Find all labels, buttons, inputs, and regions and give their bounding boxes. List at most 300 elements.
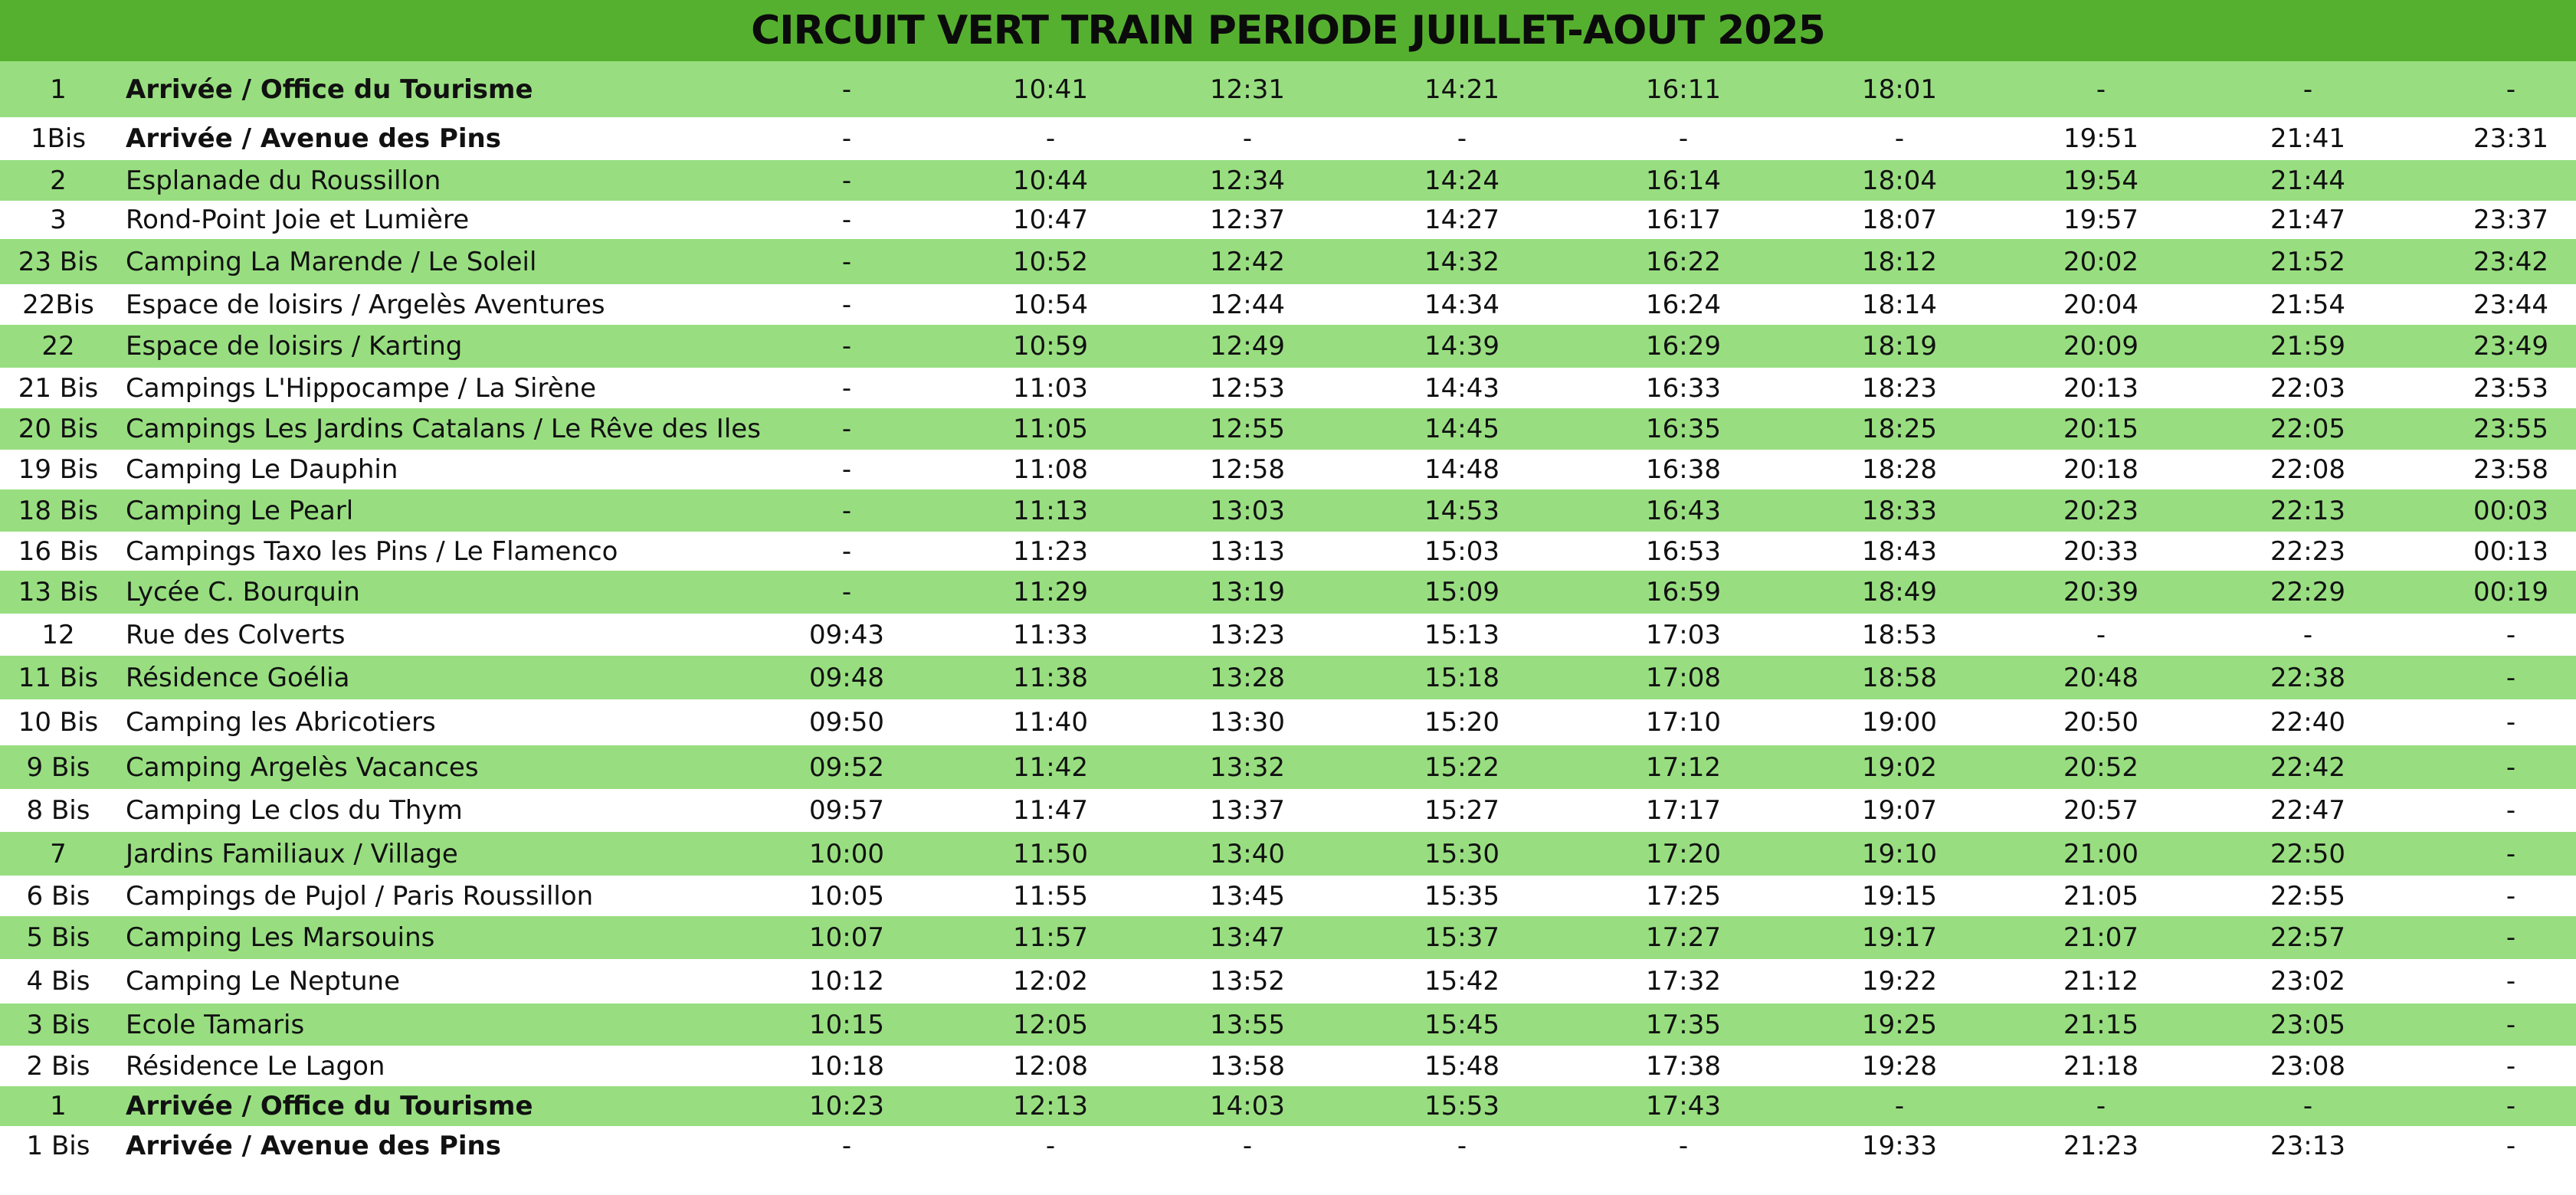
departure-time: 10:52 — [1013, 246, 1088, 277]
stop-name: Esplanade du Roussillon — [126, 165, 441, 196]
departure-time: - — [841, 414, 852, 444]
stop-name: Campings L'Hippocampe / La Sirène — [126, 372, 597, 404]
departure-time: 20:33 — [2063, 535, 2138, 567]
departure-time: 10:12 — [809, 966, 884, 997]
departure-time: 12:31 — [1210, 74, 1285, 105]
departure-time: 23:58 — [2473, 454, 2548, 485]
stop-number: 2 Bis — [26, 1050, 90, 1082]
table-row — [0, 117, 2576, 160]
departure-time: - — [1894, 1091, 1905, 1121]
departure-time: 21:18 — [2063, 1050, 2138, 1082]
departure-time: 13:13 — [1210, 535, 1285, 567]
departure-time: 18:53 — [1862, 619, 1937, 650]
departure-time: - — [1678, 1131, 1689, 1161]
departure-time: 23:37 — [2473, 205, 2548, 235]
page-title: CIRCUIT VERT TRAIN PERIODE JUILLET-AOUT 2025 — [751, 8, 1825, 54]
departure-time: 15:27 — [1424, 795, 1499, 826]
stop-number: 1Bis — [30, 123, 87, 154]
departure-time: 16:24 — [1646, 289, 1721, 320]
table-row — [0, 201, 2576, 239]
departure-time: 16:43 — [1646, 495, 1721, 526]
departure-time: 22:40 — [2270, 707, 2345, 738]
departure-time: 20:09 — [2063, 331, 2138, 362]
stop-number: 4 Bis — [26, 966, 90, 997]
departure-time: - — [2506, 922, 2516, 953]
departure-time: 18:23 — [1862, 372, 1937, 404]
departure-time: 20:52 — [2063, 751, 2138, 783]
departure-time: 10:41 — [1013, 74, 1088, 105]
departure-time: 16:22 — [1646, 246, 1721, 277]
departure-time: 17:17 — [1646, 795, 1721, 826]
departure-time: 15:35 — [1424, 880, 1499, 912]
departure-time: - — [841, 289, 852, 320]
table-row — [0, 325, 2576, 368]
departure-time: 14:45 — [1424, 414, 1499, 444]
table-row — [0, 789, 2576, 832]
departure-time: - — [841, 246, 852, 277]
departure-time: 15:13 — [1424, 619, 1499, 650]
departure-time: 22:57 — [2270, 922, 2345, 953]
table-row — [0, 832, 2576, 876]
departure-time: 18:28 — [1862, 454, 1937, 485]
table-row — [0, 284, 2576, 325]
departure-time: 12:13 — [1013, 1091, 1088, 1121]
departure-time: 15:42 — [1424, 966, 1499, 997]
departure-time: - — [841, 205, 852, 235]
departure-time: 20:57 — [2063, 795, 2138, 826]
departure-time: 17:03 — [1646, 619, 1721, 650]
stop-name: Rond-Point Joie et Lumière — [126, 205, 470, 235]
departure-time: 19:33 — [1862, 1131, 1937, 1161]
departure-time: 19:02 — [1862, 751, 1937, 783]
table-row — [0, 614, 2576, 656]
stop-number: 21 Bis — [18, 372, 99, 404]
stop-number: 20 Bis — [18, 414, 99, 444]
departure-time: 09:57 — [809, 795, 884, 826]
departure-time: - — [2506, 880, 2516, 912]
departure-time: 11:50 — [1013, 838, 1088, 869]
departure-time: 14:27 — [1424, 205, 1499, 235]
stop-name: Camping Le clos du Thym — [126, 795, 463, 826]
stop-number: 18 Bis — [18, 495, 99, 526]
departure-time: 18:07 — [1862, 205, 1937, 235]
departure-time: - — [2506, 1091, 2516, 1121]
table-row — [0, 916, 2576, 959]
departure-time: 17:08 — [1646, 662, 1721, 693]
departure-time: 15:09 — [1424, 577, 1499, 607]
stop-number: 3 Bis — [26, 1009, 90, 1040]
departure-time: - — [1678, 123, 1689, 154]
stop-number: 16 Bis — [18, 535, 99, 567]
departure-time: 23:02 — [2270, 966, 2345, 997]
departure-time: 23:08 — [2270, 1050, 2345, 1082]
departure-time: 12:55 — [1210, 414, 1285, 444]
departure-time: 23:49 — [2473, 331, 2548, 362]
stop-number: 5 Bis — [26, 922, 90, 953]
stop-number: 1 Bis — [26, 1131, 90, 1161]
stop-name: Campings Taxo les Pins / Le Flamenco — [126, 535, 618, 567]
stop-number: 7 — [50, 838, 67, 869]
stop-number: 22Bis — [22, 289, 94, 320]
departure-time: - — [841, 535, 852, 567]
departure-time: - — [2506, 619, 2516, 650]
departure-time: 10:54 — [1013, 289, 1088, 320]
departure-time: 22:03 — [2270, 372, 2345, 404]
table-row — [0, 489, 2576, 532]
departure-time: 19:57 — [2063, 205, 2138, 235]
departure-time: 21:12 — [2063, 966, 2138, 997]
departure-time: 19:28 — [1862, 1050, 1937, 1082]
departure-time: - — [1457, 123, 1467, 154]
departure-time: - — [1894, 123, 1905, 154]
stop-number: 8 Bis — [26, 795, 90, 826]
stop-name: Camping Le Pearl — [126, 495, 354, 526]
stop-number: 13 Bis — [18, 577, 99, 607]
departure-time: 15:53 — [1424, 1091, 1499, 1121]
departure-time: 13:45 — [1210, 880, 1285, 912]
departure-time: 18:43 — [1862, 535, 1937, 567]
departure-time: 10:00 — [809, 838, 884, 869]
departure-time: 09:52 — [809, 751, 884, 783]
departure-time: 17:43 — [1646, 1091, 1721, 1121]
departure-time: 21:23 — [2063, 1131, 2138, 1161]
departure-time: 22:08 — [2270, 454, 2345, 485]
departure-time: 13:47 — [1210, 922, 1285, 953]
departure-time: 22:42 — [2270, 751, 2345, 783]
departure-time: - — [2506, 1009, 2516, 1040]
table-row — [0, 160, 2576, 201]
departure-time: 13:58 — [1210, 1050, 1285, 1082]
departure-time: 22:05 — [2270, 414, 2345, 444]
departure-time: 12:08 — [1013, 1050, 1088, 1082]
departure-time: 14:32 — [1424, 246, 1499, 277]
stop-name: Espace de loisirs / Argelès Aventures — [126, 289, 605, 320]
departure-time: 14:39 — [1424, 331, 1499, 362]
departure-time: 20:23 — [2063, 495, 2138, 526]
departure-time: 20:18 — [2063, 454, 2138, 485]
departure-time: 21:15 — [2063, 1009, 2138, 1040]
departure-time: 12:42 — [1210, 246, 1285, 277]
departure-time: 13:37 — [1210, 795, 1285, 826]
departure-time: - — [841, 454, 852, 485]
departure-time: 00:19 — [2473, 577, 2548, 607]
departure-time: 09:43 — [809, 619, 884, 650]
departure-time: 00:13 — [2473, 535, 2548, 567]
stop-number: 12 — [41, 619, 75, 650]
table-row — [0, 1086, 2576, 1126]
departure-time: - — [2506, 966, 2516, 997]
stop-number: 2 — [50, 165, 67, 196]
stop-name: Arrivée / Avenue des Pins — [126, 123, 501, 154]
departure-time: 19:25 — [1862, 1009, 1937, 1040]
departure-time: 15:37 — [1424, 922, 1499, 953]
departure-time: 19:17 — [1862, 922, 1937, 953]
departure-time: 21:00 — [2063, 838, 2138, 869]
departure-time: - — [1045, 123, 1056, 154]
stop-name: Camping Le Dauphin — [126, 454, 398, 485]
departure-time: 22:29 — [2270, 577, 2345, 607]
departure-time: 10:07 — [809, 922, 884, 953]
departure-time: 12:37 — [1210, 205, 1285, 235]
departure-time: 15:20 — [1424, 707, 1499, 738]
departure-time: 17:20 — [1646, 838, 1721, 869]
stop-name: Arrivée / Avenue des Pins — [126, 1131, 501, 1161]
departure-time: - — [841, 331, 852, 362]
departure-time: 11:33 — [1013, 619, 1088, 650]
departure-time: 16:53 — [1646, 535, 1721, 567]
departure-time: 11:47 — [1013, 795, 1088, 826]
departure-time: - — [2506, 1050, 2516, 1082]
departure-time: 17:12 — [1646, 751, 1721, 783]
title-bar — [0, 0, 2576, 61]
table-row — [0, 1126, 2576, 1166]
departure-time: 20:50 — [2063, 707, 2138, 738]
table-row — [0, 61, 2576, 117]
table-row — [0, 408, 2576, 450]
departure-time: 13:28 — [1210, 662, 1285, 693]
departure-time: 11:42 — [1013, 751, 1088, 783]
departure-time: 19:15 — [1862, 880, 1937, 912]
departure-time: - — [2506, 795, 2516, 826]
departure-time: - — [841, 1131, 852, 1161]
stop-name: Arrivée / Office du Tourisme — [126, 1091, 533, 1121]
table-row — [0, 571, 2576, 614]
departure-time: 13:23 — [1210, 619, 1285, 650]
departure-time: 18:33 — [1862, 495, 1937, 526]
stop-name: Arrivée / Office du Tourisme — [126, 74, 533, 105]
stop-name: Ecole Tamaris — [126, 1009, 305, 1040]
departure-time: - — [841, 74, 852, 105]
departure-time: 20:15 — [2063, 414, 2138, 444]
stop-number: 3 — [50, 205, 67, 235]
departure-time: 13:52 — [1210, 966, 1285, 997]
stop-name: Lycée C. Bourquin — [126, 577, 360, 607]
departure-time: 15:03 — [1424, 535, 1499, 567]
departure-time: - — [841, 165, 852, 196]
departure-time: 19:54 — [2063, 165, 2138, 196]
stop-number: 1 — [50, 74, 67, 105]
stop-name: Camping La Marende / Le Soleil — [126, 246, 537, 277]
departure-time: 13:19 — [1210, 577, 1285, 607]
departure-time: 09:48 — [809, 662, 884, 693]
departure-time: 09:50 — [809, 707, 884, 738]
table-row — [0, 1046, 2576, 1086]
stop-name: Camping les Abricotiers — [126, 707, 436, 738]
departure-time: 15:18 — [1424, 662, 1499, 693]
departure-time: 21:54 — [2270, 289, 2345, 320]
departure-time: 17:38 — [1646, 1050, 1721, 1082]
stop-name: Campings de Pujol / Paris Roussillon — [126, 880, 594, 912]
departure-time: 10:59 — [1013, 331, 1088, 362]
departure-time: - — [2302, 74, 2313, 105]
departure-time: 15:30 — [1424, 838, 1499, 869]
departure-time: 11:57 — [1013, 922, 1088, 953]
departure-time: 20:48 — [2063, 662, 2138, 693]
table-row — [0, 532, 2576, 571]
stop-name: Rue des Colverts — [126, 619, 346, 650]
departure-time: 11:13 — [1013, 495, 1088, 526]
departure-time: 14:03 — [1210, 1091, 1285, 1121]
departure-time: - — [2302, 619, 2313, 650]
departure-time: 23:55 — [2473, 414, 2548, 444]
departure-time: 16:35 — [1646, 414, 1721, 444]
departure-time: 12:02 — [1013, 966, 1088, 997]
departure-time: 23:44 — [2473, 289, 2548, 320]
departure-time: 13:32 — [1210, 751, 1285, 783]
departure-time: 23:31 — [2473, 123, 2548, 154]
departure-time: 19:07 — [1862, 795, 1937, 826]
departure-time: - — [2096, 74, 2106, 105]
departure-time: 22:55 — [2270, 880, 2345, 912]
departure-time: 21:07 — [2063, 922, 2138, 953]
departure-time: 10:05 — [809, 880, 884, 912]
departure-time: 14:53 — [1424, 495, 1499, 526]
departure-time: 13:40 — [1210, 838, 1285, 869]
departure-time: 18:12 — [1862, 246, 1937, 277]
departure-time: - — [2506, 74, 2516, 105]
departure-time: 23:13 — [2270, 1131, 2345, 1161]
table-row — [0, 368, 2576, 408]
stop-name: Camping Argelès Vacances — [126, 751, 479, 783]
departure-time: 10:18 — [809, 1050, 884, 1082]
departure-time: 10:47 — [1013, 205, 1088, 235]
departure-time: 11:23 — [1013, 535, 1088, 567]
departure-time: 16:17 — [1646, 205, 1721, 235]
departure-time: - — [2506, 1131, 2516, 1161]
departure-time: - — [841, 495, 852, 526]
departure-time: - — [2096, 1091, 2106, 1121]
departure-time: 16:33 — [1646, 372, 1721, 404]
departure-time: 10:15 — [809, 1009, 884, 1040]
departure-time: 14:48 — [1424, 454, 1499, 485]
departure-time: - — [841, 577, 852, 607]
departure-time: 23:05 — [2270, 1009, 2345, 1040]
departure-time: 21:59 — [2270, 331, 2345, 362]
stop-number: 10 Bis — [18, 707, 99, 738]
stop-number: 6 Bis — [26, 880, 90, 912]
departure-time: 22:47 — [2270, 795, 2345, 826]
departure-time: - — [1242, 123, 1253, 154]
departure-time: 16:14 — [1646, 165, 1721, 196]
departure-time: - — [841, 123, 852, 154]
stop-name: Camping Les Marsouins — [126, 922, 435, 953]
departure-time: 11:38 — [1013, 662, 1088, 693]
departure-time: - — [2506, 751, 2516, 783]
departure-time: 11:40 — [1013, 707, 1088, 738]
departure-time: - — [2506, 662, 2516, 693]
departure-time: 18:04 — [1862, 165, 1937, 196]
departure-time: 19:10 — [1862, 838, 1937, 869]
departure-time: 16:29 — [1646, 331, 1721, 362]
departure-time: 00:03 — [2473, 495, 2548, 526]
departure-time: 14:43 — [1424, 372, 1499, 404]
table-row — [0, 450, 2576, 489]
departure-time: 19:51 — [2063, 123, 2138, 154]
departure-time: 11:03 — [1013, 372, 1088, 404]
stop-number: 23 Bis — [18, 246, 99, 277]
departure-time: 13:03 — [1210, 495, 1285, 526]
departure-time: 21:52 — [2270, 246, 2345, 277]
departure-time: 18:58 — [1862, 662, 1937, 693]
stop-number: 11 Bis — [18, 662, 99, 693]
departure-time: 14:24 — [1424, 165, 1499, 196]
stop-number: 9 Bis — [26, 751, 90, 783]
departure-time: 18:25 — [1862, 414, 1937, 444]
stop-name: Campings Les Jardins Catalans / Le Rêve des Iles — [126, 414, 761, 444]
departure-time: 22:38 — [2270, 662, 2345, 693]
departure-time: - — [841, 372, 852, 404]
departure-time: 21:41 — [2270, 123, 2345, 154]
departure-time: 19:22 — [1862, 966, 1937, 997]
departure-time: 16:11 — [1646, 74, 1721, 105]
departure-time: 12:34 — [1210, 165, 1285, 196]
departure-time: - — [2506, 838, 2516, 869]
stop-name: Résidence Le Lagon — [126, 1050, 385, 1082]
departure-time: 18:14 — [1862, 289, 1937, 320]
departure-time: 18:49 — [1862, 577, 1937, 607]
departure-time: 15:22 — [1424, 751, 1499, 783]
table-row — [0, 699, 2576, 745]
departure-time: - — [2506, 707, 2516, 738]
departure-time: 17:27 — [1646, 922, 1721, 953]
departure-time: 16:38 — [1646, 454, 1721, 485]
departure-time: 11:08 — [1013, 454, 1088, 485]
departure-time: 18:01 — [1862, 74, 1937, 105]
table-row — [0, 959, 2576, 1003]
stop-name: Espace de loisirs / Karting — [126, 331, 463, 362]
departure-time: 22:23 — [2270, 535, 2345, 567]
table-row — [0, 876, 2576, 916]
departure-time: 17:25 — [1646, 880, 1721, 912]
departure-time: 11:29 — [1013, 577, 1088, 607]
departure-time: 20:13 — [2063, 372, 2138, 404]
departure-time: 12:58 — [1210, 454, 1285, 485]
departure-time: 21:44 — [2270, 165, 2345, 196]
departure-time: 20:02 — [2063, 246, 2138, 277]
departure-time: 21:47 — [2270, 205, 2345, 235]
table-row — [0, 656, 2576, 699]
stop-name: Jardins Familiaux / Village — [126, 838, 458, 869]
table-row — [0, 745, 2576, 789]
departure-time: 20:39 — [2063, 577, 2138, 607]
departure-time: 17:32 — [1646, 966, 1721, 997]
departure-time: - — [2302, 1091, 2313, 1121]
departure-time: 23:42 — [2473, 246, 2548, 277]
stop-name: Camping Le Neptune — [126, 966, 401, 997]
departure-time: - — [1457, 1131, 1467, 1161]
departure-time: 22:50 — [2270, 838, 2345, 869]
departure-time: 16:59 — [1646, 577, 1721, 607]
departure-time: 13:55 — [1210, 1009, 1285, 1040]
stop-name: Résidence Goélia — [126, 662, 350, 693]
departure-time: 22:13 — [2270, 495, 2345, 526]
departure-time: 12:44 — [1210, 289, 1285, 320]
departure-time: 17:10 — [1646, 707, 1721, 738]
departure-time: 10:44 — [1013, 165, 1088, 196]
departure-time: 11:55 — [1013, 880, 1088, 912]
stop-number: 22 — [41, 331, 75, 362]
departure-time: 10:23 — [809, 1091, 884, 1121]
table-row — [0, 1003, 2576, 1046]
departure-time: 11:05 — [1013, 414, 1088, 444]
departure-time: 14:34 — [1424, 289, 1499, 320]
departure-time: 17:35 — [1646, 1009, 1721, 1040]
departure-time: 12:53 — [1210, 372, 1285, 404]
departure-time: 19:00 — [1862, 707, 1937, 738]
departure-time: 13:30 — [1210, 707, 1285, 738]
stop-number: 1 — [50, 1091, 67, 1121]
departure-time: 18:19 — [1862, 331, 1937, 362]
